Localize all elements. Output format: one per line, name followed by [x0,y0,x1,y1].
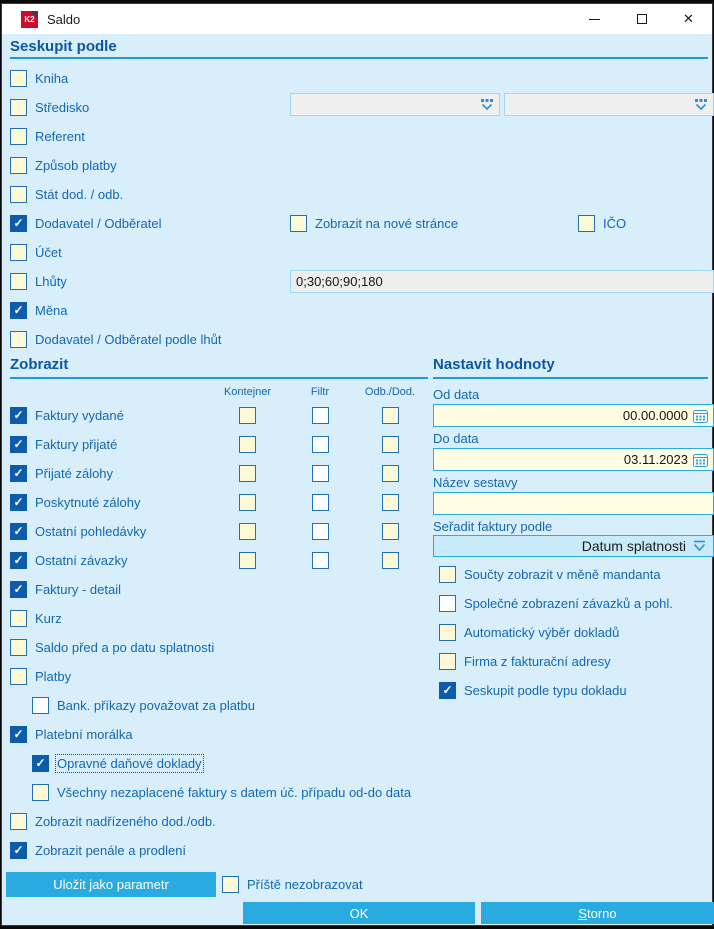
row-zobrazit-nadrizeneho [10,813,216,830]
row-seskupit-podle-typu [439,682,627,699]
od-data-input[interactable] [433,404,714,427]
row-firma-z-fakturacni-adresy [439,653,611,670]
faktury-vydane-filtr-checkbox[interactable] [312,407,329,424]
row-kurz [10,610,62,627]
row-soucty-zobrazit [439,566,661,583]
nazev-sestavy-input[interactable] [433,492,714,515]
faktury-prijate-filtr-checkbox[interactable] [312,436,329,453]
ostatni-pohledavky-kontejner-checkbox[interactable] [239,523,256,540]
faktury-detail-label: Faktury - detail [35,582,121,597]
row-vsechny-nezaplacene-faktury [32,784,411,801]
do-data-input[interactable] [433,448,714,471]
dialog-body [2,34,712,925]
storno-button[interactable] [481,902,714,924]
row-faktury-prijate [10,436,117,453]
ostatni-zavazky-odb-dod-checkbox[interactable] [382,552,399,569]
row-lhuty [10,273,67,290]
minimize-icon [589,19,600,20]
section-title-group-by: Seskupit podle [10,38,117,55]
od-data-value: 00.00.0000 [622,408,688,423]
row-zobrazit-na-nove-strance [290,215,458,232]
stredisko-combo-1[interactable] [290,93,500,116]
faktury-vydane-kontejner-checkbox[interactable] [239,407,256,424]
bank-prikazy-label: Bank. příkazy považovat za platbu [57,698,256,713]
poskytnute-zalohy-odb-dod-checkbox[interactable] [382,494,399,511]
saldo-pred-a-po-label: Saldo před a po datu splatnosti [35,640,215,655]
stat-dod-odb-checkbox[interactable] [10,186,27,203]
platby-label: Platby [35,669,72,684]
poskytnute-zalohy-label: Poskytnuté zálohy [35,495,141,510]
row-automaticky-vyber [439,624,619,641]
save-as-parameter-button[interactable] [6,872,216,897]
row-poskytnute-zalohy [10,494,141,511]
k2-app-icon [21,11,38,28]
kurz-label: Kurz [35,611,62,626]
row-platby [10,668,71,685]
zobrazit-nadrizeneho-checkbox[interactable] [10,813,27,830]
vsechny-nezaplacene-faktury-checkbox[interactable] [32,784,49,801]
row-saldo-pred-a-po [10,639,214,656]
prijate-zalohy-checkbox[interactable] [10,465,27,482]
row-zpusob-platby [10,157,117,174]
row-ostatni-pohledavky [10,523,146,540]
faktury-prijate-kontejner-checkbox[interactable] [239,436,256,453]
ucet-label: Účet [35,245,62,260]
ostatni-zavazky-label: Ostatní závazky [35,553,128,568]
row-zobrazit-penale [10,842,186,859]
soucty-zobrazit-label: Součty zobrazit v měně mandanta [464,567,661,582]
calendar-icon[interactable] [693,453,708,467]
row-stat-dod-odb [10,186,123,203]
section-title-set-values: Nastavit hodnoty [433,356,555,373]
row-referent [10,128,85,145]
ostatni-zavazky-checkbox[interactable] [10,552,27,569]
faktury-detail-checkbox[interactable] [10,581,27,598]
row-kniha [10,70,68,87]
chevron-down-icon [692,540,707,552]
faktury-vydane-label: Faktury vydané [35,408,124,423]
row-ico [578,215,626,232]
row-mena [10,302,68,319]
mena-label: Měna [35,303,68,318]
soucty-zobrazit-checkbox[interactable] [439,566,456,583]
close-button[interactable] [665,4,712,34]
saldo-pred-a-po-checkbox[interactable] [10,639,27,656]
title-bar [2,4,712,34]
row-spolecne-zobrazeni [439,595,673,612]
window-controls [571,4,712,34]
minimize-button[interactable] [571,4,618,34]
close-icon: ✕ [683,11,694,26]
zobrazit-na-nove-strance-checkbox[interactable] [290,215,307,232]
row-dodavatel-odberatel [10,215,161,232]
nazev-sestavy-label: Název sestavy [433,475,518,490]
dodavatel-odberatel-podle-lhut-label: Dodavatel / Odběratel podle lhůt [35,332,222,347]
seskupit-podle-typu-label: Seskupit podle typu dokladu [464,683,627,698]
od-data-label: Od data [433,387,480,402]
dodavatel-odberatel-podle-lhut-checkbox[interactable] [10,331,27,348]
poskytnute-zalohy-checkbox[interactable] [10,494,27,511]
poskytnute-zalohy-filtr-checkbox[interactable] [312,494,329,511]
platebni-moralka-label: Platební morálka [35,727,133,742]
maximize-icon [637,14,647,24]
referent-checkbox[interactable] [10,128,27,145]
save-as-parameter-label: Uložit jako parametr [53,877,169,892]
ucet-checkbox[interactable] [10,244,27,261]
faktury-vydane-checkbox[interactable] [10,407,27,424]
mena-checkbox[interactable] [10,302,27,319]
seradit-faktury-podle-dropdown[interactable] [433,535,714,557]
row-dodavatel-odberatel-podle-lhut [10,331,221,348]
lhuty-input[interactable] [290,270,714,293]
stredisko-combo-2[interactable] [504,93,714,116]
dodavatel-odberatel-label: Dodavatel / Odběratel [35,216,162,231]
kurz-checkbox[interactable] [10,610,27,627]
row-stredisko [10,99,89,116]
lhuty-checkbox[interactable] [10,273,27,290]
opravne-danove-doklady-label: Opravné daňové doklady [57,756,202,771]
section-title-show: Zobrazit [10,356,69,373]
column-header-kontejner: Kontejner [223,386,272,398]
zobrazit-nadrizeneho-label: Zobrazit nadřízeného dod./odb. [35,814,216,829]
row-faktury-detail [10,581,121,598]
lhuty-input-value: 0;30;60;90;180 [296,274,383,289]
faktury-prijate-checkbox[interactable] [10,436,27,453]
zobrazit-penale-checkbox[interactable] [10,842,27,859]
platebni-moralka-checkbox[interactable] [10,726,27,743]
faktury-prijate-label: Faktury přijaté [35,437,118,452]
lhuty-label: Lhůty [35,274,67,289]
section-rule [10,377,428,379]
saldo-dialog-window [1,3,713,926]
window-title: Saldo [47,11,81,27]
ostatni-pohledavky-odb-dod-checkbox[interactable] [382,523,399,540]
k2-app-icon-text: K2 [24,14,35,24]
column-header-odb-dod: Odb./Dod. [364,386,416,398]
ostatni-pohledavky-filtr-checkbox[interactable] [312,523,329,540]
stredisko-checkbox[interactable] [10,99,27,116]
zpusob-platby-label: Způsob platby [35,158,117,173]
section-rule [433,377,708,379]
dodavatel-odberatel-checkbox[interactable] [10,215,27,232]
do-data-label: Do data [433,431,479,446]
row-faktury-vydane [10,407,124,424]
calendar-icon[interactable] [693,409,708,423]
spolecne-zobrazeni-label: Společné zobrazení závazků a pohl. [464,596,673,611]
row-opravne-danove-doklady [32,755,202,772]
zobrazit-penale-label: Zobrazit penále a prodlení [35,843,187,858]
row-priste-nezobrazovat [222,876,363,893]
zpusob-platby-checkbox[interactable] [10,157,27,174]
ostatni-pohledavky-label: Ostatní pohledávky [35,524,147,539]
prijate-zalohy-kontejner-checkbox[interactable] [239,465,256,482]
ok-button[interactable] [243,902,475,924]
seradit-faktury-podle-label: Seřadit faktury podle [433,519,553,534]
vsechny-nezaplacene-faktury-label: Všechny nezaplacené faktury s datem úč. případu od-do data [57,785,412,800]
kniha-label: Kniha [35,71,69,86]
priste-nezobrazovat-label: Příště nezobrazovat [247,877,363,892]
maximize-button[interactable] [618,4,665,34]
platby-checkbox[interactable] [10,668,27,685]
row-prijate-zalohy [10,465,113,482]
seskupit-podle-typu-checkbox[interactable] [439,682,456,699]
bank-prikazy-checkbox[interactable] [32,697,49,714]
prijate-zalohy-label: Přijaté zálohy [35,466,114,481]
seradit-faktury-podle-value: Datum splatnosti [581,538,686,554]
spolecne-zobrazeni-checkbox[interactable] [439,595,456,612]
section-rule [10,57,708,59]
faktury-prijate-odb-dod-checkbox[interactable] [382,436,399,453]
stredisko-label: Středisko [35,100,90,115]
poskytnute-zalohy-kontejner-checkbox[interactable] [239,494,256,511]
zobrazit-na-nove-strance-label: Zobrazit na nové stránce [315,216,459,231]
storno-button-label: Storno [578,905,617,921]
row-platebni-moralka [10,726,133,743]
ok-button-label: OK [349,905,369,921]
referent-label: Referent [35,129,85,144]
row-bank-prikazy [32,697,255,714]
ostatni-zavazky-filtr-checkbox[interactable] [312,552,329,569]
opravne-danove-doklady-checkbox[interactable] [32,755,49,772]
ostatni-zavazky-kontejner-checkbox[interactable] [239,552,256,569]
prijate-zalohy-odb-dod-checkbox[interactable] [382,465,399,482]
row-ucet [10,244,62,261]
faktury-vydane-odb-dod-checkbox[interactable] [382,407,399,424]
automaticky-vyber-label: Automatický výběr dokladů [464,625,620,640]
firma-z-fakturacni-adresy-label: Firma z fakturační adresy [464,654,611,669]
column-header-filtr: Filtr [310,386,330,398]
combo-dropdown-icon [480,98,494,111]
priste-nezobrazovat-checkbox[interactable] [222,876,239,893]
row-ostatni-zavazky [10,552,127,569]
kniha-checkbox[interactable] [10,70,27,87]
stat-dod-odb-label: Stát dod. / odb. [35,187,124,202]
prijate-zalohy-filtr-checkbox[interactable] [312,465,329,482]
firma-z-fakturacni-adresy-checkbox[interactable] [439,653,456,670]
ostatni-pohledavky-checkbox[interactable] [10,523,27,540]
ico-label: IČO [603,216,627,231]
automaticky-vyber-checkbox[interactable] [439,624,456,641]
do-data-value: 03.11.2023 [623,452,688,467]
ico-checkbox[interactable] [578,215,595,232]
combo-dropdown-icon [694,98,708,111]
